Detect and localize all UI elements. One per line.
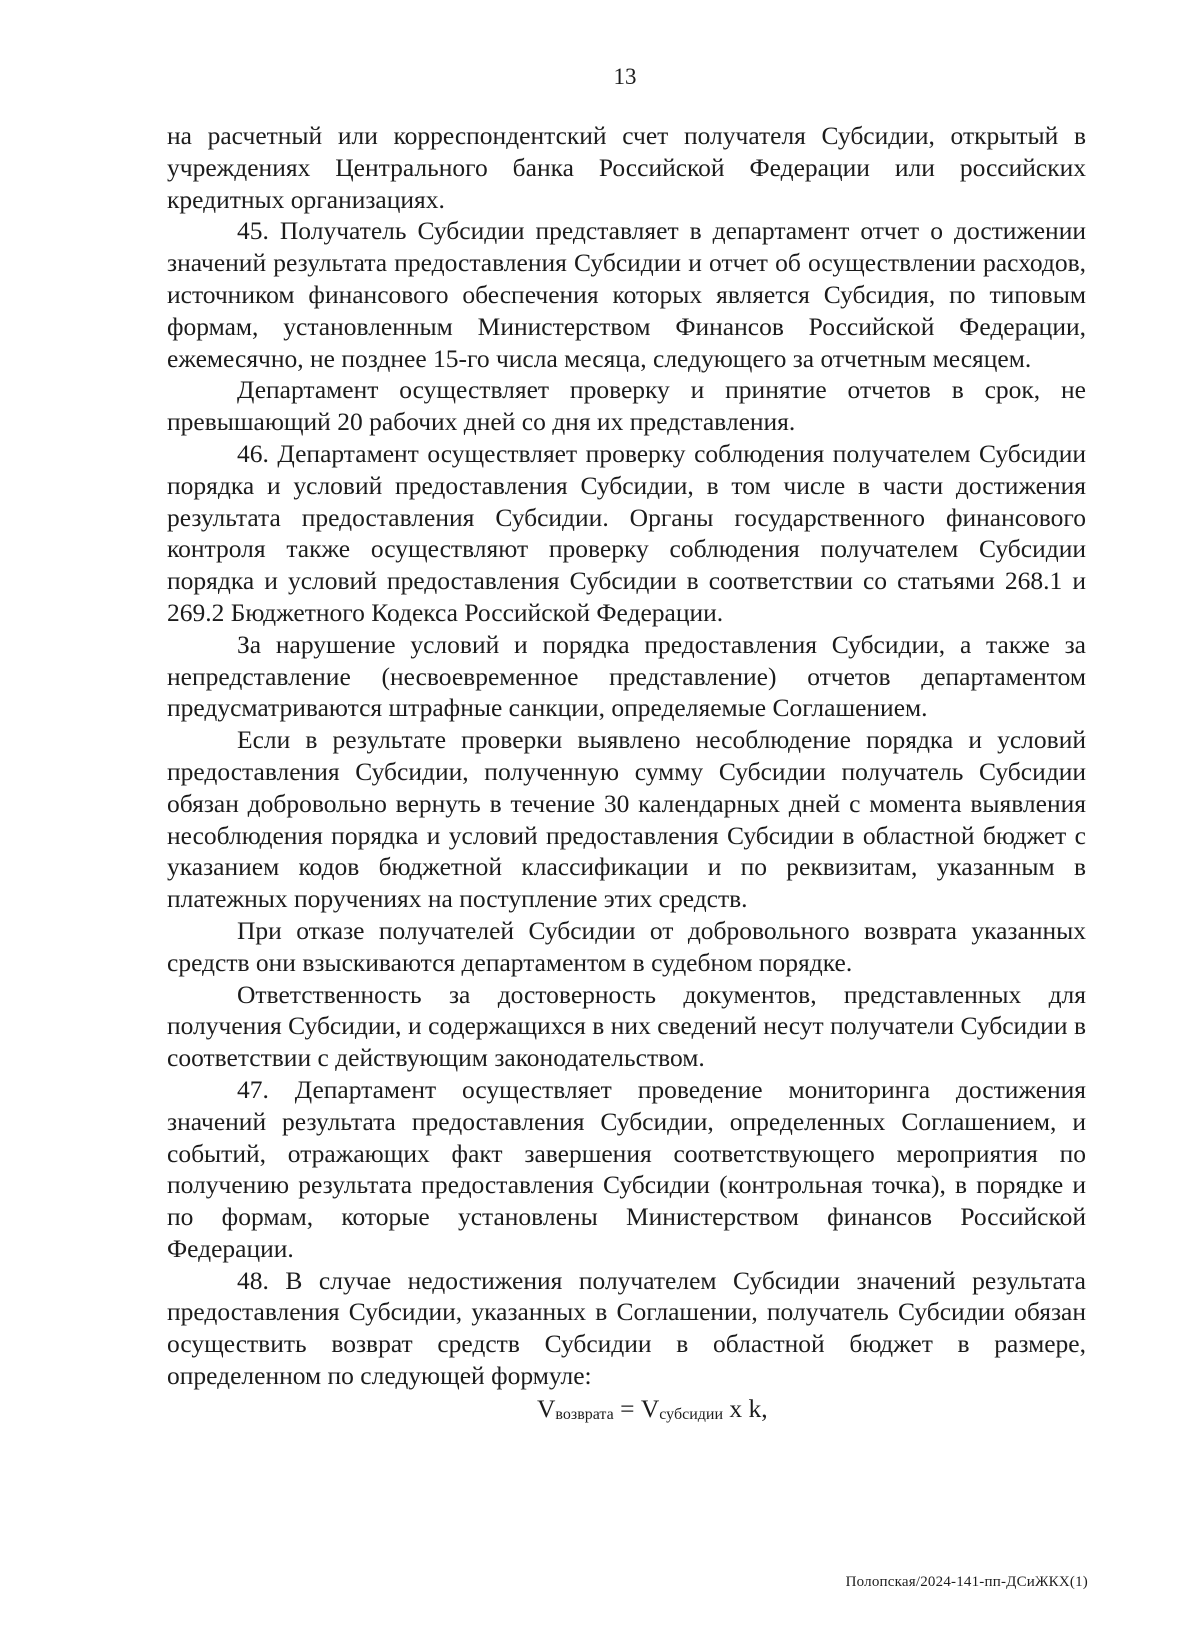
formula-lhs-symbol: V: [537, 1393, 556, 1423]
formula-equals: =: [613, 1393, 641, 1423]
formula-lhs-subscript: возврата: [555, 1405, 614, 1423]
paragraph-item-46: 46. Департамент осуществляет проверку соблюдения получателем Субсидии порядка и условий предоставления Субсидии, в том числе в части достижения результата предоставления Субсидии. Органы государственного финансового контроля также осуществляют проверку соблюдения получателем Субсидии порядка и условий предоставления Субсидии в соответствии со статьями 268.1 и 269.2 Бюджетного Кодекса Российской Федерации.: [167, 438, 1086, 627]
document-reference-footer: Полопская/2024-141-пп-ДСиЖКХ(1): [845, 1574, 1088, 1590]
document-body: [167, 120, 1086, 1432]
paragraph-responsibility: Ответственность за достоверность документов, представленных для получения Субсидии, и содержащихся в них сведений несут получатели Субсидии в соответствии с действующим законодательством.: [167, 979, 1086, 1073]
paragraph-penalties: За нарушение условий и порядка предоставления Субсидии, а также за непредставление (несвоевременное представление) отчетов департаментом предусматриваются штрафные санкции, определяемые Соглашением.: [167, 629, 1086, 723]
paragraph-report-check: Департамент осуществляет проверку и принятие отчетов в срок, не превышающий 20 рабочих дней со дня их представления.: [167, 375, 1086, 437]
page-number: 13: [613, 64, 637, 89]
paragraph-item-47: 47. Департамент осуществляет проведение мониторинга достижения значений результата предоставления Субсидии, определенных Соглашением, и событий, отражающих факт завершения соответствующего мероприятия по получению результата предоставления Субсидии (контрольная точка), в порядке и по формам, которые установлены Министерством финансов Российской Федерации.: [167, 1074, 1086, 1263]
paragraph-item-48: 48. В случае недостижения получателем Субсидии значений результата предоставления Субсидии, указанных в Соглашении, получатель Субсидии обязан осуществить возврат средств Субсидии в областной бюджет в размере, определенном по следующей формуле:: [167, 1265, 1086, 1391]
paragraph-item-45: 45. Получатель Субсидии представляет в департамент отчет о достижении значений результата предоставления Субсидии и отчет об осуществлении расходов, источником финансового обеспечения которых является Субсидия, по типовым формам, установленным Министерством Финансов Российской Федерации, ежемесячно, не позднее 15-го числа месяца, следующего за отчетным месяцем.: [167, 216, 1086, 373]
paragraph-continuation: на расчетный или корреспондентский счет получателя Субсидии, открытый в учреждениях Центрального банка Российской Федерации или российских кредитных организациях.: [167, 121, 1086, 214]
formula-rhs-symbol: V: [640, 1393, 660, 1423]
formula-rhs-subscript: субсидии: [659, 1405, 724, 1423]
paragraph-voluntary-return: Если в результате проверки выявлено несоблюдение порядка и условий предоставления Субсидии, полученную сумму Субсидии получатель Субсидии обязан добровольно вернуть в течение 30 календарных дней с момента выявления несоблюдения порядка и условий предоставления Субсидии в областной бюджет с указанием кодов бюджетной классификации и по реквизитам, указанным в платежных поручениях на поступление этих средств.: [167, 725, 1086, 914]
return-formula: [167, 1392, 1086, 1432]
paragraph-court-recovery: При отказе получателей Субсидии от добровольного возврата указанных средств они взыскиваются департаментом в судебном порядке.: [167, 915, 1086, 977]
formula-tail: x k,: [723, 1393, 768, 1423]
